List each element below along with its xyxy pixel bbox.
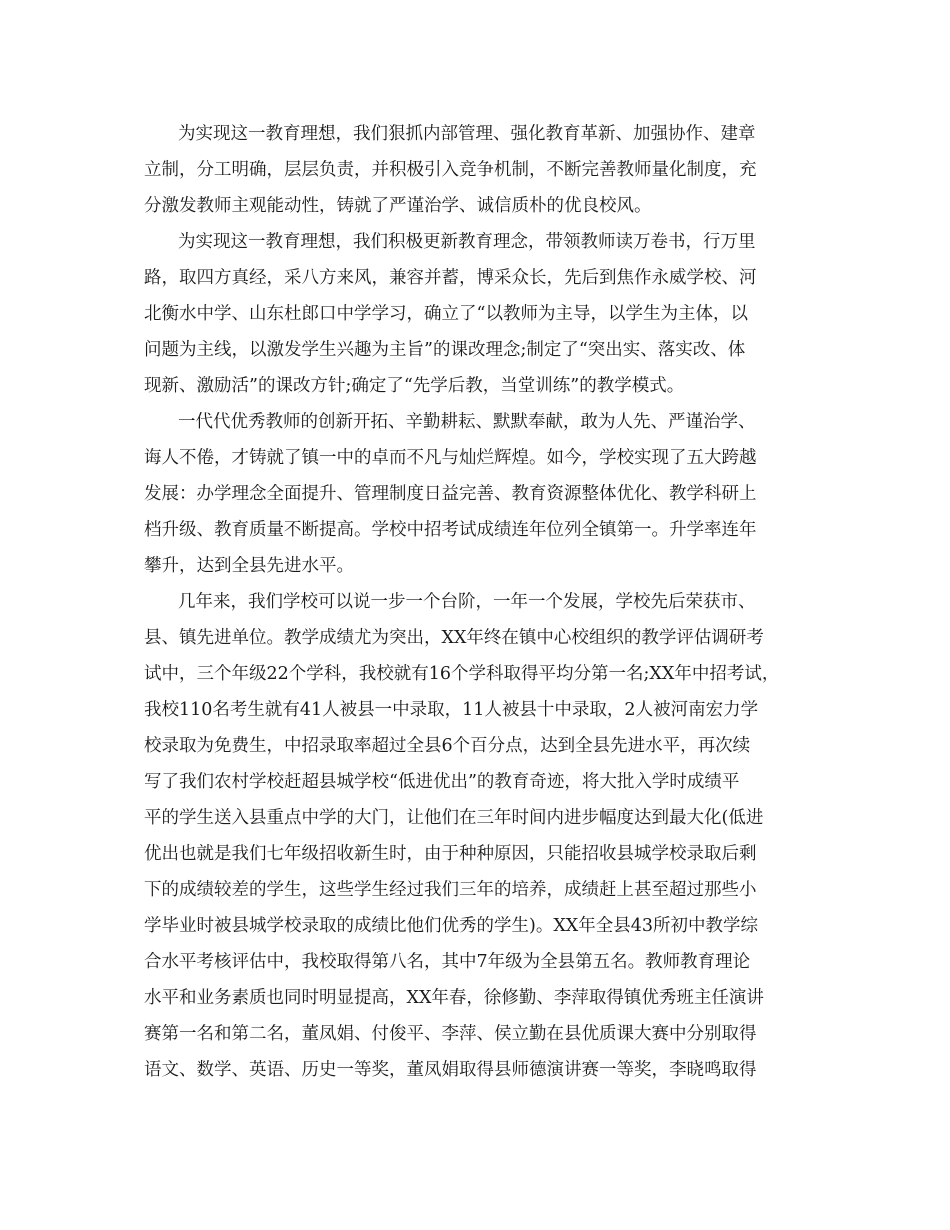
text-line: 路，取四方真经，采八方来风，兼容并蓄，博采众长，先后到焦作永威学校、河	[144, 268, 757, 288]
text-line: 赛第一名和第二名，董凤娟、付俊平、李萍、侯立勤在县优质课大赛中分别取得	[144, 1024, 757, 1044]
text-line: 下的成绩较差的学生，这些学生经过我们三年的培养，成绩赶上甚至超过那些小	[144, 880, 757, 900]
text-line: 我校110名考生就有41人被县一中录取，11人被县十中录取，2人被河南宏力学	[144, 700, 759, 720]
text-line: 为实现这一教育理想，我们狠抓内部管理、强化教育革新、加强协作、建章	[178, 124, 756, 144]
document-body	[144, 116, 814, 1088]
text-line: 一代代优秀教师的创新开拓、辛勤耕耘、默默奉献，敢为人先、严谨治学、	[178, 412, 756, 432]
text-line: 现新、激励活”的课改方针;确定了“先学后教，当堂训练”的教学模式。	[144, 376, 685, 396]
text-line: 几年来，我们学校可以说一步一个台阶，一年一个发展，学校先后荣获市、	[178, 592, 756, 612]
text-line: 发展：办学理念全面提升、管理制度日益完善、教育资源整体优化、教学科研上	[144, 484, 757, 504]
text-line: 县、镇先进单位。教学成绩尤为突出，XX年终在镇中心校组织的教学评估调研考	[144, 628, 764, 648]
text-line: 合水平考核评估中，我校取得第八名，其中7年级为全县第五名。教师教育理论	[144, 952, 751, 972]
text-line: 校录取为免费生，中招录取率超过全县6个百分点，达到全县先进水平，再次续	[144, 736, 751, 756]
paragraph-3	[144, 404, 814, 584]
paragraph-2	[144, 224, 814, 404]
text-line: 为实现这一教育理想，我们积极更新教育理念，带领教师读万卷书，行万里	[178, 232, 756, 252]
text-line: 攀升，达到全县先进水平。	[144, 556, 354, 576]
text-line: 北衡水中学、山东杜郎口中学学习，确立了“以教师为主导，以学生为主体，以	[144, 304, 748, 324]
paragraph-1	[144, 116, 814, 224]
text-line: 分激发教师主观能动性，铸就了严谨治学、诚信质朴的优良校风。	[144, 196, 652, 216]
text-line: 平的学生送入县重点中学的大门，让他们在三年时间内进步幅度达到最大化(低进	[144, 808, 764, 828]
text-line: 试中，三个年级22个学科，我校就有16个学科取得平均分第一名;XX年中招考试，	[144, 664, 780, 684]
text-line: 问题为主线，以激发学生兴趣为主旨”的课改理念;制定了“突出实、落实改、体	[144, 340, 746, 360]
text-line: 诲人不倦，才铸就了镇一中的卓而不凡与灿烂辉煌。如今，学校实现了五大跨越	[144, 448, 757, 468]
paragraph-4	[144, 584, 814, 1088]
text-line: 学毕业时被县城学校录取的成绩比他们优秀的学生)。XX年全县43所初中教学综	[144, 916, 759, 936]
text-line: 写了我们农村学校赶超县城学校“低进优出”的教育奇迹，将大批入学时成绩平	[144, 772, 740, 792]
text-line: 水平和业务素质也同时明显提高，XX年春，徐修勤、李萍取得镇优秀班主任演讲	[144, 988, 764, 1008]
text-line: 语文、数学、英语、历史一等奖，董凤娟取得县师德演讲赛一等奖，李晓鸣取得	[144, 1060, 757, 1080]
text-line: 档升级、教育质量不断提高。学校中招考试成绩连年位列全镇第一。升学率连年	[144, 520, 757, 540]
text-line: 立制，分工明确，层层负责，并积极引入竞争机制，不断完善教师量化制度，充	[144, 160, 757, 180]
text-line: 优出也就是我们七年级招收新生时，由于种种原因，只能招收县城学校录取后剩	[144, 844, 757, 864]
